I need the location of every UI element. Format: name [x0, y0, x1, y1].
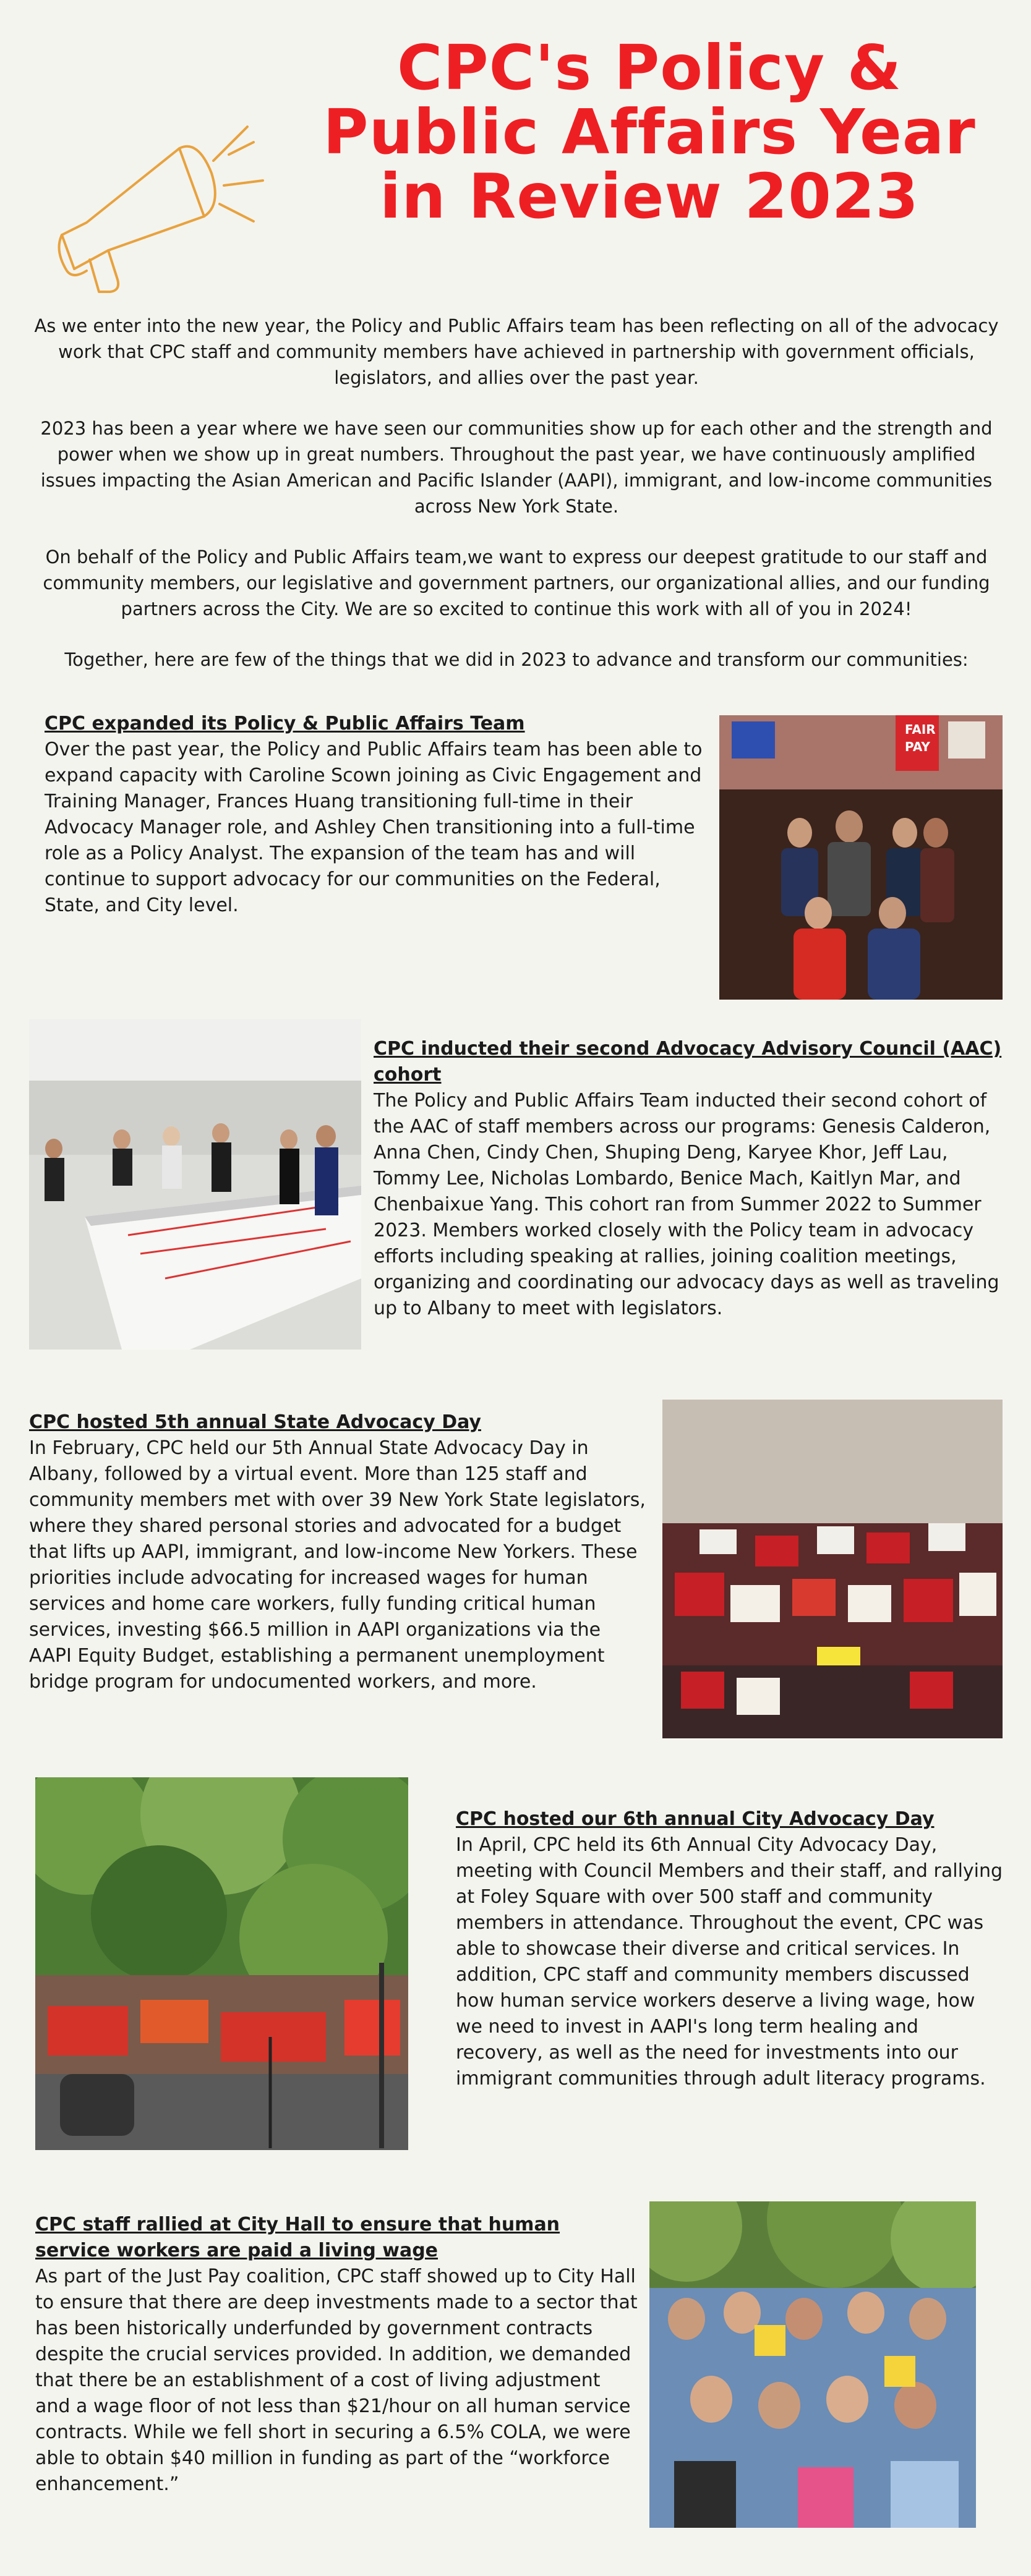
section-heading: CPC hosted 5th annual State Advocacy Day [29, 1411, 481, 1433]
city-hall-rally-photo [649, 2201, 976, 2528]
section-body: Over the past year, the Policy and Public Affairs team has been able to expand capacity with Caroline Scown joining as Civic Engagement and Training Manager, Frances Huang transitioning full-time in their Advocacy Manager role, and Ashley Chen transitioning into a full-time role as a Policy Analyst. The expansion of the team has and will continue to support advocacy for our communities on the Federal, State, and City level. [45, 739, 703, 916]
section-team-expansion [45, 711, 706, 919]
intro-paragraph-1: As we enter into the new year, the Policy and Public Affairs team has been reflecting on all of the advocacy work that CPC staff and community members have achieved in partnership with government officials, legislators, and allies over the past year. [34, 315, 999, 388]
section-body: As part of the Just Pay coalition, CPC staff showed up to City Hall to ensure that there are deep investments made to a sector that has been historically underfunded by government contracts despite the crucial services provided. In addition, we demanded that there be an establishment of a cost of living adjustment and a wage floor of not less than $21/hour on all human service contracts. While we fell short in securing a 6.5% COLA, we were able to obtain $40 million in funding as part of the “workforce enhancement.” [35, 2266, 638, 2495]
pay-sign-text: PAY [905, 739, 930, 754]
city-advocacy-photo [35, 1777, 408, 2150]
section-aac-cohort [374, 1036, 1011, 1322]
section-city-advocacy-day [456, 1806, 1006, 2092]
title-line-3: in Review 2023 [380, 160, 919, 232]
page-title [291, 32, 1008, 232]
aac-cohort-photo [29, 1019, 361, 1350]
section-city-hall-rally [35, 2212, 638, 2497]
section-heading: CPC expanded its Policy & Public Affairs Team [45, 713, 525, 734]
section-heading: CPC staff rallied at City Hall to ensure that human service workers are paid a living wage [35, 2214, 560, 2261]
section-body: The Policy and Public Affairs Team inducted their second cohort of the AAC of staff members across our programs: Genesis Calderon, Anna Chen, Cindy Chen, Shuping Deng, Karyee Khor, Jeff Lau, Tommy Lee, Nicholas Lombardo, Benice Mach, Kaitlyn Mar, and Chenbaixue Yang. This cohort ran from Summer 2022 to Summer 2023. Members worked closely with the Policy team in advocacy efforts including speaking at rallies, joining coalition meetings, organizing and coordinating our advocacy days as well as traveling up to Albany to meet with legislators. [374, 1090, 999, 1319]
section-body: In February, CPC held our 5th Annual State Advocacy Day in Albany, followed by a virtual event. More than 125 staff and community members met with over 39 New York State legislators, where they shared personal stories and advocated for a budget that lifts up AAPI, immigrant, and low-income New Yorkers. These priorities include advocating for increased wages for human services and home care workers, fully funding critical human services, investing $66.5 million in AAPI organizations via the AAPI Equity Budget, establishing a permanent unemployment bridge program for undocumented workers, and more. [29, 1437, 646, 1693]
title-line-2: Public Affairs Year [323, 96, 976, 168]
section-heading: CPC inducted their second Advocacy Advisory Council (AAC) cohort [374, 1038, 1002, 1086]
megaphone-icon [49, 111, 291, 303]
title-line-1: CPC's Policy & [396, 32, 902, 104]
state-advocacy-photo [662, 1400, 1003, 1738]
section-heading: CPC hosted our 6th annual City Advocacy Day [456, 1808, 935, 1830]
intro-paragraph-3: On behalf of the Policy and Public Affairs team,we want to express our deepest gratitude to our staff and community members, our legislative and government partners, our organizational allies, and our funding partners across the City. We are so excited to continue this work with all of you in 2024! [43, 546, 990, 619]
fair-sign-text: FAIR [905, 722, 936, 737]
intro-paragraph-4: Together, here are few of the things that we did in 2023 to advance and transform our communities: [64, 649, 969, 670]
section-body: In April, CPC held its 6th Annual City Advocacy Day, meeting with Council Members and their staff, and rallying at Foley Square with over 500 staff and community members in attendance. Throughout the event, CPC was able to showcase their diverse and critical services. In addition, CPC staff and community members discussed how human service workers deserve a living wage, how we need to invest in AAPI's long term healing and recovery, as well as the need for investments into our immigrant communities through adult literacy programs. [456, 1834, 1003, 2089]
intro-paragraph-2: 2023 has been a year where we have seen our communities show up for each other and the strength and power when we show up in great numbers. Throughout the past year, we have continuously amplified issues impacting the Asian American and Pacific Islander (AAPI), immigrant, and low-income communities across New York State. [40, 418, 993, 517]
section-state-advocacy-day [29, 1409, 648, 1695]
team-photo [719, 715, 1003, 1000]
